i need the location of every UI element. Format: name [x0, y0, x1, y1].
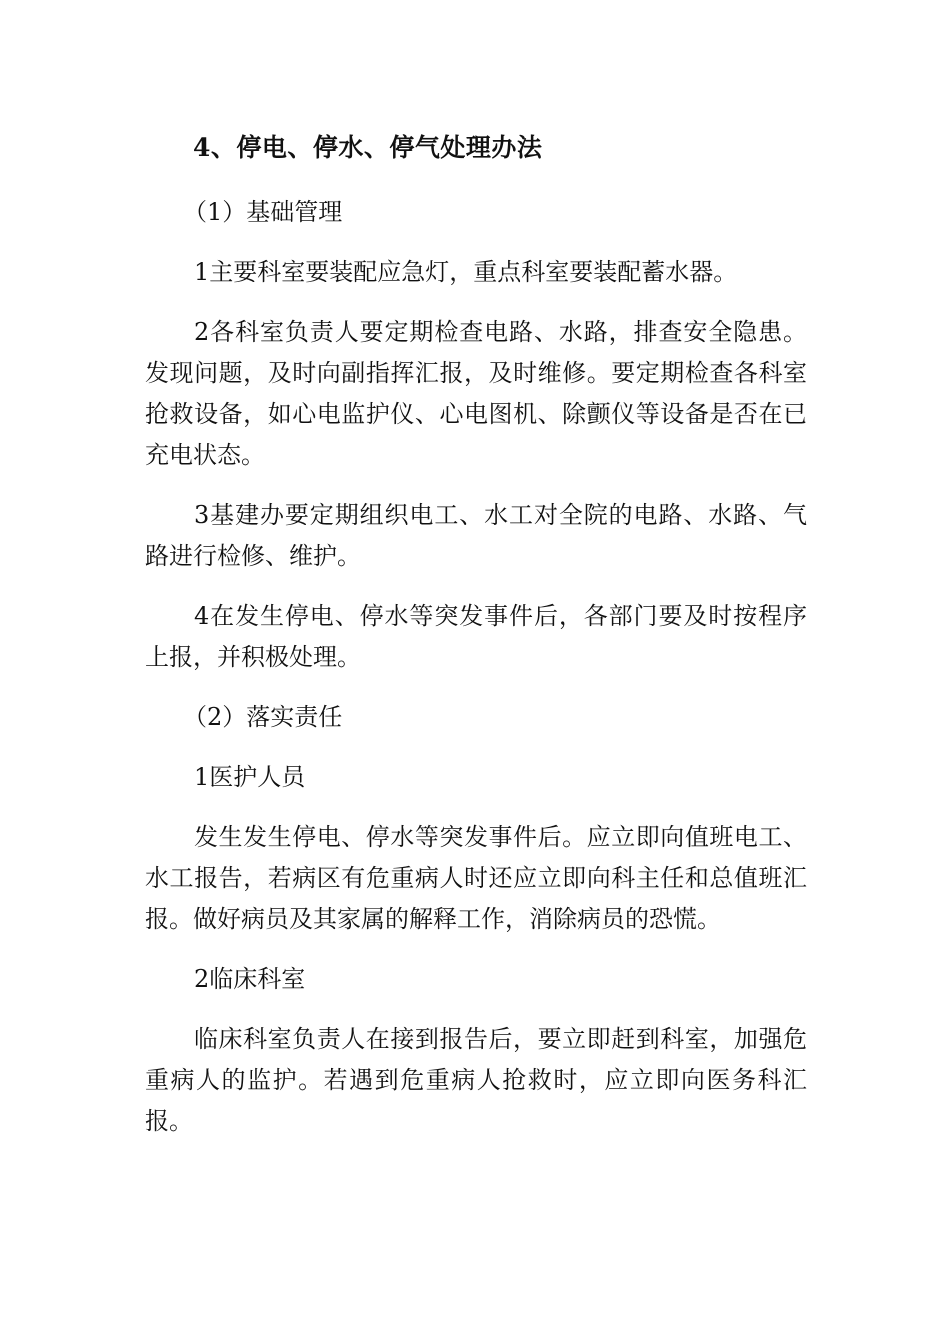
- subsection-title-basic-management: （1）基础管理: [183, 198, 343, 226]
- paragraph: 4在发生停电、停水等突发事件后，各部门要及时按程序上报，并积极处理。: [145, 602, 807, 671]
- section-heading: 4、停电、停水、停气处理办法: [193, 133, 543, 162]
- item-heading-medical-staff: 1医护人员: [194, 763, 306, 791]
- paragraph: 3基建办要定期组织电工、水工对全院的电路、水路、气路进行检修、维护。: [145, 501, 807, 570]
- subsection-title-responsibility: （2）落实责任: [183, 703, 343, 731]
- item-heading-clinical-department: 2临床科室: [194, 965, 306, 993]
- paragraph: 发生发生停电、停水等突发事件后。应立即向值班电工、水工报告，若病区有危重病人时还应立即向科主任和总值班汇报。做好病员及其家属的解释工作，消除病员的恐慌。: [145, 823, 807, 933]
- document-body: [145, 128, 807, 1161]
- paragraph: 1主要科室要装配应急灯，重点科室要装配蓄水器。: [194, 258, 738, 286]
- paragraph: 临床科室负责人在接到报告后，要立即赶到科室，加强危重病人的监护。若遇到危重病人抢救时，应立即向医务科汇报。: [145, 1025, 807, 1135]
- paragraph: 2各科室负责人要定期检查电路、水路，排查安全隐患。发现问题，及时向副指挥汇报，及时维修。要定期检查各科室抢救设备，如心电监护仪、心电图机、除颤仪等设备是否在已充电状态。: [145, 318, 807, 469]
